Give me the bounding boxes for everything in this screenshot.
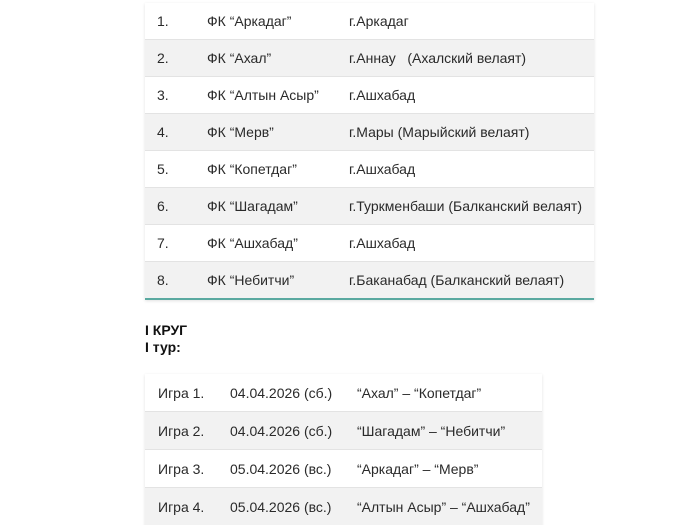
table-row [145,77,594,114]
club-city: г.Аннау (Ахалский велаят) [349,40,594,77]
table-row [145,262,594,300]
club-number: 4. [145,114,207,151]
game-number: Игра 3. [145,450,230,488]
table-row [145,225,594,262]
club-city: г.Аркадаг [349,3,594,40]
club-city: г.Туркменбаши (Балканский велаят) [349,188,594,225]
table-row [145,188,594,225]
round-title: I КРУГ [145,322,188,338]
club-number: 5. [145,151,207,188]
game-match: “Шагадам” – “Небитчи” [357,412,542,450]
round-heading [145,322,187,356]
game-date: 05.04.2026 (вс.) [230,450,357,488]
table-row [145,40,594,77]
table-row [145,488,542,525]
club-name: ФК “Небитчи” [207,262,349,300]
club-number: 2. [145,40,207,77]
game-date: 04.04.2026 (сб.) [230,374,357,412]
game-date: 05.04.2026 (вс.) [230,488,357,525]
club-city: г.Мары (Марыйский велаят) [349,114,594,151]
club-city: г.Баканабад (Балканский велаят) [349,262,594,300]
club-name: ФК “Мерв” [207,114,349,151]
game-number: Игра 1. [145,374,230,412]
club-number: 8. [145,262,207,300]
table-row [145,412,542,450]
table-row [145,114,594,151]
club-number: 3. [145,77,207,114]
table-row [145,450,542,488]
game-number: Игра 2. [145,412,230,450]
club-number: 6. [145,188,207,225]
table-row [145,3,594,40]
club-city: г.Ашхабад [349,225,594,262]
table-row [145,151,594,188]
club-name: ФК “Ашхабад” [207,225,349,262]
club-number: 1. [145,3,207,40]
club-name: ФК “Ахал” [207,40,349,77]
clubs-table [145,3,594,300]
tour-title: I тур: [145,339,181,355]
club-name: ФК “Шагадам” [207,188,349,225]
game-match: “Ахал” – “Копетдаг” [357,374,542,412]
game-number: Игра 4. [145,488,230,525]
game-match: “Алтын Асыр” – “Ашхабад” [357,488,542,525]
game-match: “Аркадаг” – “Мерв” [357,450,542,488]
club-name: ФК “Алтын Асыр” [207,77,349,114]
club-city: г.Ашхабад [349,151,594,188]
game-date: 04.04.2026 (сб.) [230,412,357,450]
club-number: 7. [145,225,207,262]
club-name: ФК “Аркадаг” [207,3,349,40]
table-row [145,374,542,412]
club-city: г.Ашхабад [349,77,594,114]
games-table [145,374,542,525]
club-name: ФК “Копетдаг” [207,151,349,188]
